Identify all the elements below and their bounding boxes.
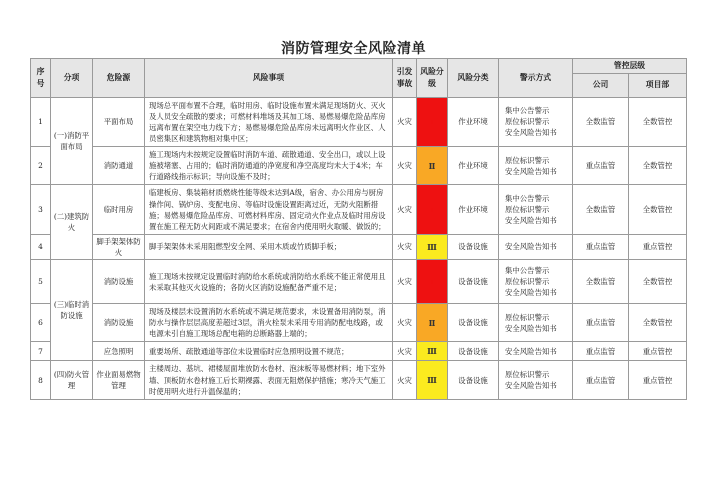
- row-no: 6: [31, 304, 51, 342]
- row-source: 消防通道: [93, 147, 145, 185]
- row-accident: 火灾: [393, 304, 417, 342]
- row-warning: [499, 234, 573, 259]
- row-type: 设备设施: [448, 260, 499, 304]
- row-no: 3: [31, 185, 51, 234]
- risk-level-badge: Ⅲ: [417, 361, 448, 399]
- warning-line: 安全风险告知书: [505, 242, 557, 252]
- row-type: 作业环境: [448, 147, 499, 185]
- row-company-control: 全数监管: [573, 260, 629, 304]
- header-source: 危险源: [93, 59, 145, 98]
- warning-line: 安全风险告知书: [505, 216, 557, 226]
- row-type: 设备设施: [448, 304, 499, 342]
- risk-level-badge: Ⅰ: [417, 260, 448, 304]
- table-row: [31, 342, 687, 361]
- row-project-control: 全数管控: [629, 97, 687, 146]
- row-item: 临建板房、集装箱材质燃烧性能等级未达到A级，宿舍、办公用房与厨房操作间、锅炉房、变配电房、等临时设施设置距离过近，无防火阻断措施；易燃易爆危险品库房、可燃材料库房、固定动火作业点及临时用房设置在施工程无防火间距或不满足要求；在宿舍内使用明火取暖、做饭的；: [145, 185, 393, 234]
- table-row: [31, 361, 687, 399]
- risk-level-badge: Ⅰ: [417, 185, 448, 234]
- warning-line: 集中公告警示: [505, 106, 550, 116]
- row-accident: 火灾: [393, 147, 417, 185]
- table-row: [31, 185, 687, 234]
- warning-line: 安全风险告知书: [505, 128, 557, 138]
- row-category: (四)防火管理: [51, 361, 93, 399]
- warning-line: 集中公告警示: [505, 265, 550, 275]
- row-no: 2: [31, 147, 51, 185]
- table-row: [31, 97, 687, 146]
- header-type: 风险分类: [448, 59, 499, 98]
- row-project-control: 全数管控: [629, 260, 687, 304]
- row-accident: 火灾: [393, 361, 417, 399]
- row-accident: 火灾: [393, 234, 417, 259]
- row-item: 脚手架架体未采用阻燃型安全网、采用木质或竹质脚手板；: [145, 234, 393, 259]
- row-category: (二)建筑防火: [51, 185, 93, 260]
- row-source: 消防设施: [93, 304, 145, 342]
- row-company-control: 重点监管: [573, 304, 629, 342]
- table-row: [31, 234, 687, 259]
- row-no: 1: [31, 97, 51, 146]
- row-no: 8: [31, 361, 51, 399]
- row-source: 消防设施: [93, 260, 145, 304]
- row-category: (一)消防平面布局: [51, 97, 93, 185]
- row-item: 现场总平面布置不合理，临时用房、临时设施布置未满足现场防火、灭火及人员安全疏散的要求；可燃材料堆场及其加工场、易燃易爆危险品库房远离布置在架空电力线下方；易燃易爆危险品库房未远离明火作业区、人员密集区和建筑物相对集中区；: [145, 97, 393, 146]
- row-project-control: 全数管控: [629, 147, 687, 185]
- row-company-control: 重点监管: [573, 361, 629, 399]
- row-source: 平面布局: [93, 97, 145, 146]
- warning-line: 安全风险告知书: [505, 346, 557, 356]
- row-type: 设备设施: [448, 342, 499, 361]
- row-company-control: 全数监管: [573, 185, 629, 234]
- warning-line: 安全风险告知书: [505, 323, 557, 333]
- row-item: 施工现场内未按规定设置临时消防车道、疏散通道、安全出口，或以上设施被堵塞、占用的；临时消防通道的净宽度和净空高度均未大于4米；车行道路线指示标识；导向设施不及时；: [145, 147, 393, 185]
- warning-line: 原位标识警示: [505, 117, 550, 127]
- row-warning: [499, 147, 573, 185]
- row-accident: 火灾: [393, 260, 417, 304]
- header-control-level: 管控层级: [573, 59, 687, 74]
- row-project-control: 重点管控: [629, 234, 687, 259]
- row-warning: [499, 361, 573, 399]
- row-type: 设备设施: [448, 361, 499, 399]
- row-item: 施工现场未按规定设置临时消防给水系统或消防给水系统不能正常使用且未采取其他灭火设施的；各防火区消防设施配备严重不足；: [145, 260, 393, 304]
- row-source: 作业面易燃物管理: [93, 361, 145, 399]
- row-company-control: 重点监管: [573, 342, 629, 361]
- row-company-control: 重点监管: [573, 234, 629, 259]
- warning-line: 安全风险告知书: [505, 381, 557, 391]
- row-no: 4: [31, 234, 51, 259]
- row-no: 5: [31, 260, 51, 304]
- header-level: 风险分级: [417, 59, 448, 98]
- row-source: 脚手架架体防火: [93, 234, 145, 259]
- risk-level-badge: Ⅲ: [417, 234, 448, 259]
- row-accident: 火灾: [393, 342, 417, 361]
- warning-line: 原位标识警示: [505, 155, 550, 165]
- header-project: 项目部: [629, 73, 687, 97]
- row-project-control: 重点管控: [629, 361, 687, 399]
- page-title: 消防管理安全风险清单: [281, 41, 426, 57]
- row-item: 现场及楼层未设置消防水系统或不满足规范要求，未设置备用消防泵，消防水与操作层层高度差超过3层，消火栓泵未采用专用消防配电线路，或电源未引自施工现场总配电箱的总断路器上端的；: [145, 304, 393, 342]
- header-accident: 引发事故: [393, 59, 417, 98]
- warning-line: 原位标识警示: [505, 277, 550, 287]
- row-accident: 火灾: [393, 185, 417, 234]
- row-project-control: 全数管控: [629, 185, 687, 234]
- row-source: 临时用房: [93, 185, 145, 234]
- risk-level-badge: Ⅲ: [417, 342, 448, 361]
- warning-line: 原位标识警示: [505, 205, 550, 215]
- row-type: 设备设施: [448, 234, 499, 259]
- row-no: 7: [31, 342, 51, 361]
- row-warning: [499, 97, 573, 146]
- risk-table-body: [31, 97, 687, 399]
- row-type: 作业环境: [448, 185, 499, 234]
- header-warning: 警示方式: [499, 59, 573, 98]
- row-project-control: 重点管控: [629, 342, 687, 361]
- row-source: 应急照明: [93, 342, 145, 361]
- header-company: 公司: [573, 73, 629, 97]
- row-company-control: 全数监管: [573, 97, 629, 146]
- row-item: 重要场所、疏散通道等部位未设置临时应急照明设置不规范；: [145, 342, 393, 361]
- row-type: 作业环境: [448, 97, 499, 146]
- risk-level-badge: Ⅱ: [417, 147, 448, 185]
- warning-line: 集中公告警示: [505, 194, 550, 203]
- risk-level-badge: Ⅰ: [417, 97, 448, 146]
- row-warning: [499, 342, 573, 361]
- header-no: 序号: [31, 59, 51, 98]
- row-accident: 火灾: [393, 97, 417, 146]
- warning-line: 原位标识警示: [505, 312, 550, 322]
- row-project-control: 全数管控: [629, 304, 687, 342]
- warning-line: 安全风险告知书: [505, 288, 557, 298]
- row-warning: [499, 304, 573, 342]
- warning-line: 安全风险告知书: [505, 166, 557, 176]
- risk-level-badge: Ⅱ: [417, 304, 448, 342]
- row-category: (三)临时消防设施: [51, 260, 93, 361]
- warning-line: 原位标识警示: [505, 369, 550, 379]
- header-category: 分项: [51, 59, 93, 98]
- table-row: [31, 260, 687, 304]
- row-warning: [499, 260, 573, 304]
- table-row: [31, 304, 687, 342]
- row-item: 主楼周边、基坑、裙楼屋面堆放防水卷材、泡沫板等易燃材料；地下室外墙、顶板防水卷材施工后长期裸露、表面无阻燃保护措施；寒冷天气施工时使用明火进行升温保温的；: [145, 361, 393, 399]
- row-warning: [499, 185, 573, 234]
- table-row: [31, 147, 687, 185]
- header-item: 风险事项: [145, 59, 393, 98]
- risk-table: [30, 58, 687, 400]
- row-company-control: 重点监管: [573, 147, 629, 185]
